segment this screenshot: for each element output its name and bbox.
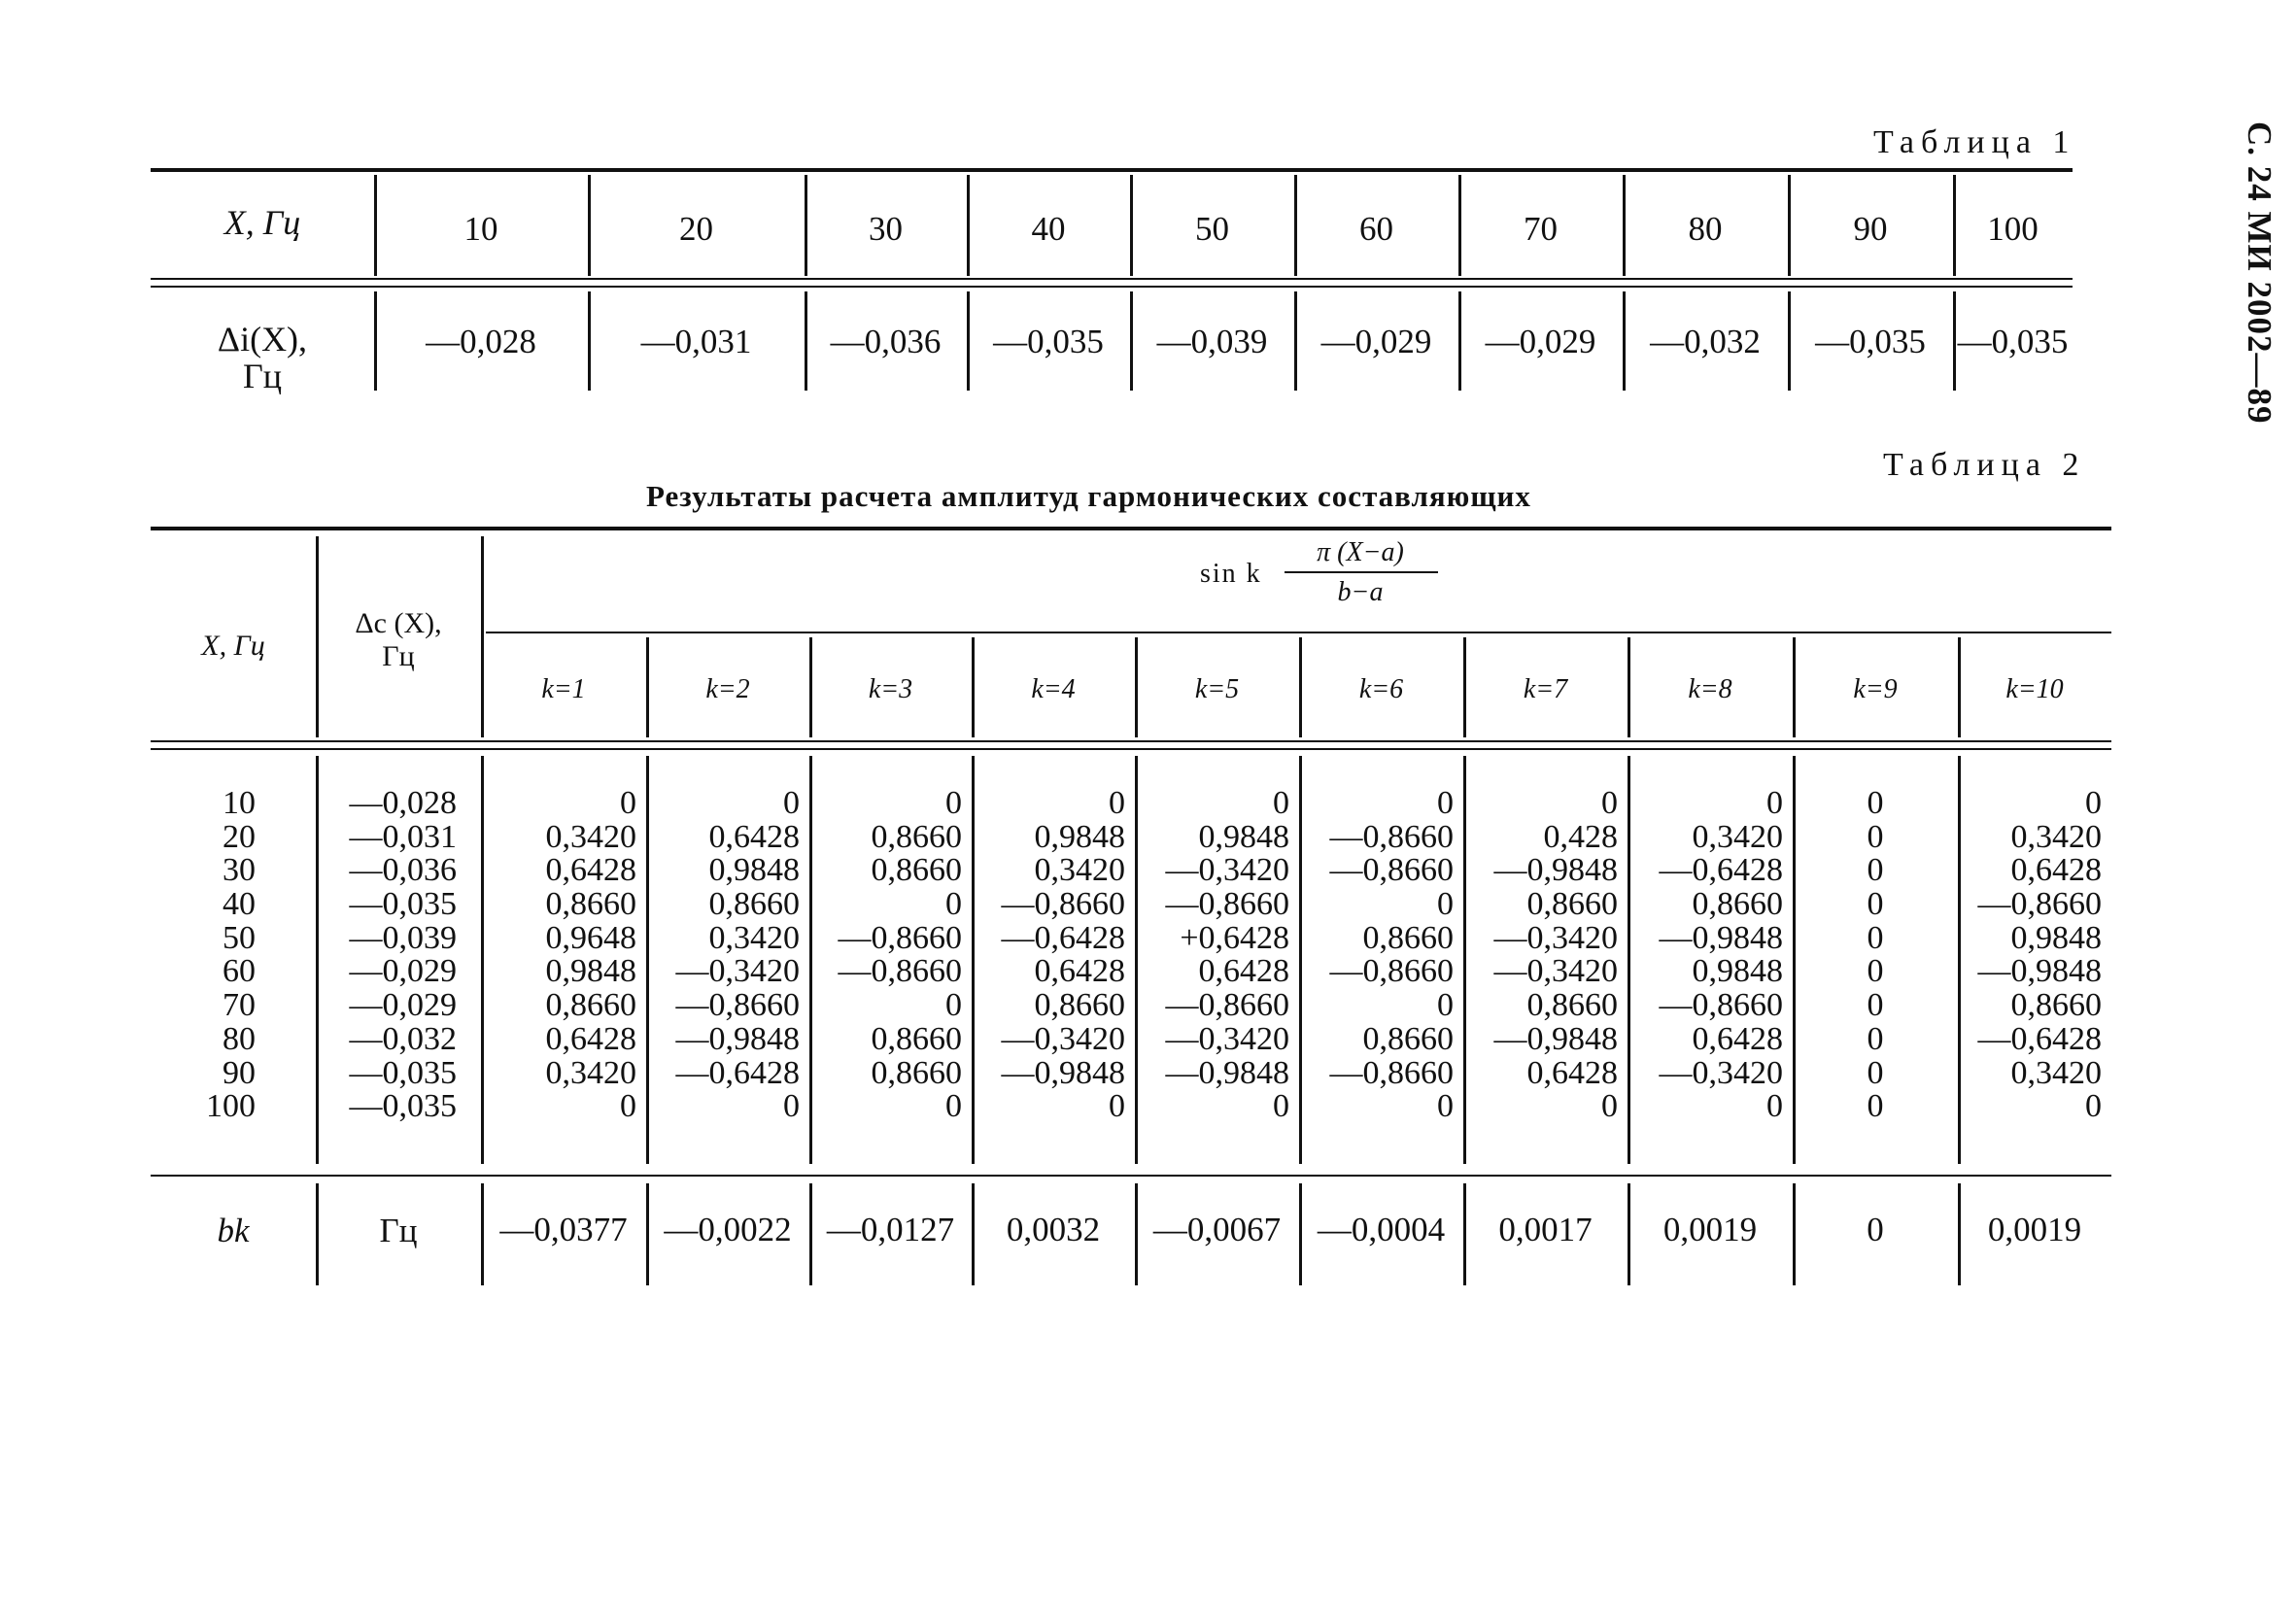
x-value: 80 <box>223 1020 256 1057</box>
value-cell: 0,6428 <box>1198 953 1289 990</box>
value-cell: 0 <box>2085 1088 2102 1125</box>
bk-label: bk <box>217 1212 250 1249</box>
value-cell: 0 <box>1867 818 1884 855</box>
table2-subheader-rule <box>486 632 2111 633</box>
value-cell: 0,9848 <box>2010 919 2102 956</box>
table2-x-header: X, Гц <box>201 630 265 662</box>
k-header: k=9 <box>1853 674 1898 704</box>
value-cell: 0 <box>1867 953 1884 990</box>
value-cell: 0,428 <box>1543 818 1618 855</box>
value-cell: +0,6428 <box>1180 919 1289 956</box>
value-cell: —0,8660 <box>1977 886 2102 923</box>
delta-value: —0,028 <box>349 785 457 821</box>
value-cell: 0 <box>1601 1088 1618 1125</box>
table1-caption: Таблица 1 <box>1873 124 2076 160</box>
table2-delta-column <box>316 787 457 1124</box>
k-header: k=4 <box>1031 674 1076 704</box>
value-cell: 0,3420 <box>2010 1054 2102 1091</box>
value-cell: 0 <box>1437 785 1454 821</box>
value-cell: 0,3420 <box>1034 852 1125 889</box>
table2-divider-head <box>481 536 484 737</box>
value-cell: 0 <box>1437 987 1454 1024</box>
delta-value: —0,031 <box>349 818 457 855</box>
value-cell: 0,6428 <box>1692 1020 1783 1057</box>
value-cell: 0,3420 <box>545 1054 636 1091</box>
bk-value: 0 <box>1867 1211 1884 1248</box>
bk-value: —0,0022 <box>664 1211 792 1248</box>
k-header: k=8 <box>1688 674 1732 704</box>
bk-value: 0,0017 <box>1498 1211 1593 1248</box>
value-cell: —0,8660 <box>838 953 962 990</box>
value-cell: —0,3420 <box>1659 1054 1783 1091</box>
k-header: k=7 <box>1523 674 1568 704</box>
value-column <box>1463 787 1628 1124</box>
value-cell: 0,8660 <box>1362 919 1454 956</box>
value-cell: 0 <box>945 1088 962 1125</box>
value-cell: —0,8660 <box>1165 886 1289 923</box>
table1-mid-rule-a <box>151 278 2073 280</box>
formula-sin-k: sin k <box>1200 559 1262 589</box>
table1-x-cell: 50 <box>1195 210 1229 248</box>
table1-delta-cell: —0,029 <box>1485 323 1596 360</box>
value-cell: —0,3420 <box>1001 1020 1125 1057</box>
value-cell: 0,6428 <box>545 852 636 889</box>
x-value: 60 <box>223 953 256 990</box>
value-cell: —0,3420 <box>1493 953 1618 990</box>
value-cell: 0,8660 <box>545 886 636 923</box>
value-cell: 0 <box>1867 886 1884 923</box>
k-header: k=6 <box>1358 674 1404 704</box>
bk-value: 0,0019 <box>1662 1211 1758 1248</box>
value-cell: —0,3420 <box>1493 919 1618 956</box>
value-cell: —0,8660 <box>838 919 962 956</box>
value-cell: 0 <box>1867 1088 1884 1125</box>
value-cell: 0 <box>2085 785 2102 821</box>
bk-value: —0,0067 <box>1152 1211 1282 1248</box>
k-header: k=1 <box>541 674 586 704</box>
value-cell: 0,9848 <box>1034 818 1125 855</box>
value-column <box>1958 787 2111 1124</box>
table1-delta-cell: —0,029 <box>1320 323 1432 360</box>
value-column <box>646 787 809 1124</box>
table1-delta-cell: —0,039 <box>1156 323 1268 360</box>
value-cell: 0,8660 <box>871 818 962 855</box>
value-cell: 0 <box>1766 1088 1783 1125</box>
table1-delta-cell: —0,031 <box>640 323 752 360</box>
delta-value: —0,039 <box>349 919 457 956</box>
value-cell: 0,8660 <box>871 1054 962 1091</box>
delta-value: —0,032 <box>349 1020 457 1057</box>
x-value: 30 <box>223 852 256 889</box>
bk-value: 0,0019 <box>1987 1211 2082 1248</box>
value-cell: 0,9848 <box>1692 953 1783 990</box>
table2-caption: Таблица 2 <box>1883 447 2086 483</box>
value-cell: 0 <box>1109 1088 1125 1125</box>
value-cell: 0 <box>945 987 962 1024</box>
table1-x-cell: 60 <box>1359 210 1393 248</box>
value-cell: —0,8660 <box>1659 987 1783 1024</box>
value-cell: 0,8660 <box>871 1020 962 1057</box>
x-value: 70 <box>223 987 256 1024</box>
value-cell: 0 <box>620 1088 636 1125</box>
delta-value: —0,029 <box>349 953 457 990</box>
bk-unit: Гц <box>379 1212 418 1249</box>
table2-body-rule <box>151 1175 2111 1177</box>
k-header: k=3 <box>868 674 913 704</box>
table2-header-rule-b <box>151 748 2111 750</box>
table2-title: Результаты расчета амплитуд гармонических составляющих <box>646 479 1531 513</box>
value-cell: 0,3420 <box>1692 818 1783 855</box>
table1-delta-header-line1: Δi(X), <box>217 320 308 359</box>
table1-x-cell: 70 <box>1524 210 1558 248</box>
table1-delta-cell: —0,036 <box>830 323 942 360</box>
value-cell: —0,9848 <box>675 1020 800 1057</box>
table2-delta-header <box>316 607 481 673</box>
value-cell: 0 <box>945 785 962 821</box>
table1-x-cell: 40 <box>1031 210 1066 248</box>
value-cell: —0,8660 <box>1329 852 1454 889</box>
value-cell: —0,3420 <box>1165 1020 1289 1057</box>
table1-delta-header-line2: Гц <box>242 357 283 395</box>
value-cell: —0,8660 <box>1329 1054 1454 1091</box>
value-cell: 0 <box>620 785 636 821</box>
table1-x-cell: 80 <box>1688 210 1723 248</box>
bk-value: —0,0127 <box>826 1211 955 1248</box>
formula-fraction-bar <box>1285 571 1438 573</box>
value-cell: 0,9848 <box>545 953 636 990</box>
value-cell: —0,9848 <box>1493 852 1618 889</box>
value-cell: —0,8660 <box>1329 818 1454 855</box>
bk-value: —0,0377 <box>499 1211 628 1248</box>
value-cell: —0,8660 <box>1165 987 1289 1024</box>
value-cell: —0,3420 <box>675 953 800 990</box>
table1-mid-rule-b <box>151 286 2073 288</box>
table1-delta-cell: —0,035 <box>993 323 1104 360</box>
bk-value: —0,0004 <box>1317 1211 1446 1248</box>
value-cell: —0,6428 <box>1001 919 1125 956</box>
value-cell: 0,3420 <box>545 818 636 855</box>
value-cell: 0 <box>1109 785 1125 821</box>
value-cell: 0 <box>1867 852 1884 889</box>
formula-denominator: b−a <box>1337 577 1384 607</box>
value-cell: 0 <box>783 1088 800 1125</box>
value-cell: 0,3420 <box>2010 818 2102 855</box>
value-cell: —0,6428 <box>1977 1020 2102 1057</box>
value-cell: 0 <box>945 886 962 923</box>
value-cell: 0,8660 <box>708 886 800 923</box>
table1-x-header: X, Гц <box>223 203 301 242</box>
table2-top-rule <box>151 527 2111 530</box>
formula-numerator: π (X−a) <box>1317 537 1404 567</box>
value-cell: 0,9848 <box>708 852 800 889</box>
delta-value: —0,035 <box>349 886 457 923</box>
value-column <box>809 787 972 1124</box>
value-cell: 0,8660 <box>1526 886 1618 923</box>
value-cell: 0 <box>1437 886 1454 923</box>
value-cell: —0,3420 <box>1165 852 1289 889</box>
table1-x-cell: 10 <box>463 210 498 248</box>
value-cell: —0,6428 <box>1659 852 1783 889</box>
value-cell: 0 <box>1766 785 1783 821</box>
value-column <box>1135 787 1299 1124</box>
value-cell: 0 <box>1867 785 1884 821</box>
table1-x-cell: 20 <box>679 210 713 248</box>
value-cell: 0,6428 <box>545 1020 636 1057</box>
x-value: 50 <box>223 919 256 956</box>
value-cell: 0 <box>1437 1088 1454 1125</box>
value-cell: 0 <box>783 785 800 821</box>
table1-delta-cell: —0,035 <box>1957 323 2069 360</box>
value-cell: —0,8660 <box>675 987 800 1024</box>
value-cell: 0,8660 <box>871 852 962 889</box>
delta-value: —0,035 <box>349 1054 457 1091</box>
value-cell: 0,8660 <box>1362 1020 1454 1057</box>
value-column <box>1793 787 1958 1124</box>
value-cell: —0,9848 <box>1977 953 2102 990</box>
x-value: 100 <box>206 1088 256 1125</box>
k-header: k=5 <box>1194 674 1240 704</box>
table1-x-cell: 30 <box>869 210 903 248</box>
value-cell: 0 <box>1867 1020 1884 1057</box>
value-column <box>972 787 1135 1124</box>
value-cell: 0,8660 <box>2010 987 2102 1024</box>
value-cell: 0,8660 <box>1034 987 1125 1024</box>
value-cell: —0,8660 <box>1329 953 1454 990</box>
value-cell: —0,9848 <box>1001 1054 1125 1091</box>
table2-header-rule-a <box>151 740 2111 742</box>
value-cell: 0,6428 <box>708 818 800 855</box>
value-cell: —0,9848 <box>1493 1020 1618 1057</box>
value-cell: —0,9848 <box>1659 919 1783 956</box>
bk-value: 0,0032 <box>1006 1211 1101 1248</box>
value-cell: 0,8660 <box>545 987 636 1024</box>
x-value: 20 <box>223 818 256 855</box>
table1-top-rule <box>151 168 2073 172</box>
delta-value: —0,036 <box>349 852 457 889</box>
delta-value: —0,029 <box>349 987 457 1024</box>
value-cell: 0,9848 <box>1198 818 1289 855</box>
value-cell: 0,8660 <box>1692 886 1783 923</box>
value-cell: 0,8660 <box>1526 987 1618 1024</box>
k-header: k=2 <box>705 674 750 704</box>
value-cell: —0,9848 <box>1165 1054 1289 1091</box>
table1-delta-cell: —0,032 <box>1650 323 1761 360</box>
table2-delta-header-line2: Гц <box>382 640 415 672</box>
table1-x-cell: 100 <box>1987 210 2039 248</box>
table1-delta-cell: —0,035 <box>1815 323 1926 360</box>
value-column <box>1299 787 1463 1124</box>
table2-delta-header-line1: Δc (X), <box>355 607 442 639</box>
x-value: 40 <box>223 886 256 923</box>
value-cell: 0,6428 <box>1034 953 1125 990</box>
value-cell: 0,9648 <box>545 919 636 956</box>
value-cell: 0 <box>1273 785 1289 821</box>
table2-x-column <box>151 787 256 1124</box>
value-cell: —0,8660 <box>1001 886 1125 923</box>
x-value: 10 <box>223 785 256 821</box>
value-cell: 0 <box>1867 919 1884 956</box>
value-cell: 0 <box>1867 1054 1884 1091</box>
value-cell: 0 <box>1867 987 1884 1024</box>
value-cell: —0,6428 <box>675 1054 800 1091</box>
delta-value: —0,035 <box>349 1088 457 1125</box>
value-cell: 0 <box>1601 785 1618 821</box>
value-cell: 0,6428 <box>2010 852 2102 889</box>
value-column <box>1628 787 1793 1124</box>
x-value: 90 <box>223 1054 256 1091</box>
k-header: k=10 <box>2005 674 2064 704</box>
table1-delta-cell: —0,028 <box>426 323 536 360</box>
page-running-header: С. 24 МИ 2002—89 <box>2241 121 2279 425</box>
value-column <box>481 787 646 1124</box>
value-cell: 0 <box>1273 1088 1289 1125</box>
value-cell: 0,3420 <box>708 919 800 956</box>
table1-x-cell: 90 <box>1853 210 1888 248</box>
value-cell: 0,6428 <box>1526 1054 1618 1091</box>
table1-delta-header <box>151 321 374 394</box>
